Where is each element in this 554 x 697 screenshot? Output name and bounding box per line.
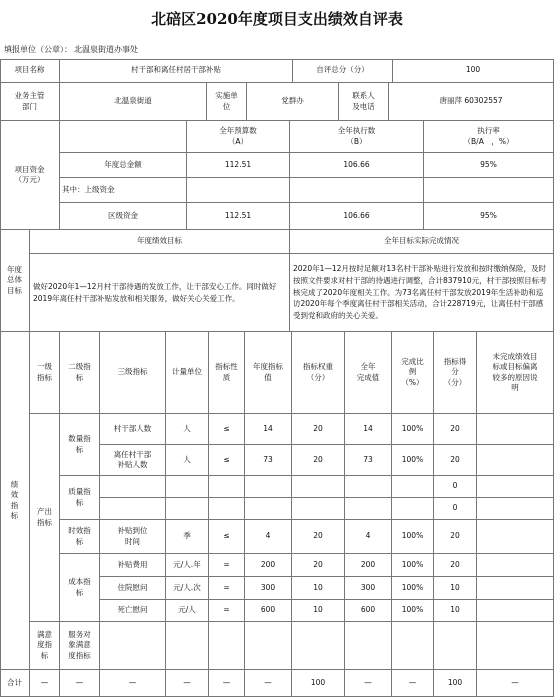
perf-cell-ratio	[392, 476, 434, 498]
perf-header: 全年 完成值	[345, 332, 392, 414]
level2-satisfaction: 服务对 象满意 度指标	[60, 622, 100, 670]
perf-cell-unit: 人	[166, 414, 209, 445]
perf-cell-score: 10	[434, 577, 477, 600]
perf-cell-ratio: 100%	[392, 520, 434, 554]
perf-cell-unit: 元/人.年	[166, 554, 209, 577]
perf-cell-name: 住院慰问	[100, 577, 166, 600]
perf-cell-ratio: 100%	[392, 414, 434, 445]
perf-cell-target: 4	[245, 520, 292, 554]
funds-row-budget	[187, 178, 290, 203]
perf-cell-done	[345, 498, 392, 520]
perf-header: 指标性 质	[209, 332, 245, 414]
perf-cell-target: 600	[245, 600, 292, 622]
funds-col-budget: 全年预算数 （A）	[187, 121, 290, 153]
funds-label: 项目资金 （万元）	[0, 121, 60, 230]
level2-cost: 成本指 标	[60, 554, 100, 622]
funds-col-rate: 执行率 （B/A ，%）	[424, 121, 554, 153]
perf-cell-unit	[166, 498, 209, 520]
perf-cell-done	[345, 476, 392, 498]
perf-header: 指标权重 （分）	[292, 332, 345, 414]
perf-cell-name: 补贴到位 时间	[100, 520, 166, 554]
funds-row-label: 其中：上级资金	[60, 178, 187, 203]
perf-cell-score: 20	[434, 520, 477, 554]
perf-cell-unit: 季	[166, 520, 209, 554]
perf-cell-done: 200	[345, 554, 392, 577]
perf-cell-note	[477, 498, 554, 520]
perf-cell-ratio	[392, 498, 434, 520]
perf-cell-weight: 20	[292, 554, 345, 577]
level2-quantity: 数量指 标	[60, 414, 100, 476]
project-name-label: 项目名称	[0, 59, 60, 83]
perf-cell-note	[477, 414, 554, 445]
funds-row-exec: 106.66	[290, 153, 424, 178]
contact: 唐丽萍 60302557	[389, 83, 554, 121]
perf-cell-target: 300	[245, 577, 292, 600]
perf-header: 计量单位	[166, 332, 209, 414]
perf-cell-weight: 20	[292, 445, 345, 476]
total-score: 100	[434, 670, 477, 697]
perf-cell-ratio: 100%	[392, 600, 434, 622]
perf-header: 年度指标 值	[245, 332, 292, 414]
perf-cell-score: 0	[434, 476, 477, 498]
perf-cell-done: 300	[345, 577, 392, 600]
perf-cell-target: 14	[245, 414, 292, 445]
perf-cell-done: 600	[345, 600, 392, 622]
perf-cell-target	[245, 622, 292, 670]
perf-cell-note	[477, 577, 554, 600]
dept-label: 业务主管 部门	[0, 83, 60, 121]
perf-cell-nature	[209, 622, 245, 670]
total-dash: —	[60, 670, 100, 697]
perf-cell-note	[477, 600, 554, 622]
perf-cell-weight: 20	[292, 414, 345, 445]
perf-cell-nature: =	[209, 600, 245, 622]
perf-cell-note	[477, 520, 554, 554]
funds-row-label: 区级资金	[60, 203, 187, 230]
perf-header: 指标得 分 （分）	[434, 332, 477, 414]
funds-row-rate	[424, 178, 554, 203]
perf-cell-ratio: 100%	[392, 554, 434, 577]
page-title: 北碚区2020年度项目支出绩效自评表	[151, 10, 403, 28]
perf-cell-ratio: 100%	[392, 577, 434, 600]
total-dash: —	[245, 670, 292, 697]
perf-cell-unit: 元/人.次	[166, 577, 209, 600]
level2-quality: 质量指 标	[60, 476, 100, 520]
perf-cell-weight	[292, 498, 345, 520]
total-dash: —	[166, 670, 209, 697]
perf-cell-weight: 10	[292, 600, 345, 622]
perf-cell-score: 0	[434, 498, 477, 520]
funds-row-label: 年度总金额	[60, 153, 187, 178]
perf-cell-note	[477, 476, 554, 498]
perf-header: 二级指 标	[60, 332, 100, 414]
goals-label: 年度 总体 目标	[0, 230, 30, 332]
total-dash: —	[100, 670, 166, 697]
perf-cell-score: 20	[434, 554, 477, 577]
perf-header: 一级 指标	[30, 332, 60, 414]
perf-cell-unit: 元/人	[166, 600, 209, 622]
perf-cell-target: 200	[245, 554, 292, 577]
funds-row-exec	[290, 178, 424, 203]
perf-cell-score	[434, 622, 477, 670]
perf-cell-weight: 10	[292, 577, 345, 600]
goal-text: 做好2020年1—12月村干部待遇的发放工作，让干部安心工作。同时做好2019年离任村干部补贴发放和相关服务，做好关心关爱工作。	[30, 254, 290, 332]
perf-side-label: 绩 效 指 标	[0, 332, 30, 670]
perf-header: 未完成绩效目 标或目标偏离 较多的原因说 明	[477, 332, 554, 414]
perf-cell-weight	[292, 476, 345, 498]
funds-row-budget: 112.51	[187, 203, 290, 230]
funds-row-budget: 112.51	[187, 153, 290, 178]
total-dash: —	[345, 670, 392, 697]
perf-cell-unit	[166, 476, 209, 498]
perf-cell-name	[100, 498, 166, 520]
reporting-unit-label: 填报单位（公章）：	[4, 45, 72, 54]
funds-row-rate: 95%	[424, 203, 554, 230]
perf-cell-nature	[209, 498, 245, 520]
perf-cell-score: 10	[434, 600, 477, 622]
perf-cell-done: 14	[345, 414, 392, 445]
total-label: 合计	[0, 670, 30, 697]
perf-cell-nature: =	[209, 577, 245, 600]
perf-cell-nature: ≤	[209, 445, 245, 476]
perf-cell-note	[477, 622, 554, 670]
perf-cell-score: 20	[434, 445, 477, 476]
actual-header: 全年目标实际完成情况	[290, 230, 554, 254]
perf-cell-note	[477, 554, 554, 577]
perf-cell-target	[245, 498, 292, 520]
reporting-unit-value: 北温泉街道办事处	[74, 45, 138, 54]
total-dash: —	[209, 670, 245, 697]
total-dash: —	[30, 670, 60, 697]
perf-cell-name: 补贴费用	[100, 554, 166, 577]
perf-cell-name: 村干部人数	[100, 414, 166, 445]
perf-cell-name: 离任村干部 补贴人数	[100, 445, 166, 476]
perf-cell-unit: 人	[166, 445, 209, 476]
perf-cell-target	[245, 476, 292, 498]
perf-cell-weight	[292, 622, 345, 670]
perf-cell-done: 73	[345, 445, 392, 476]
contact-label: 联系人 及电话	[339, 83, 389, 121]
funds-col-exec: 全年执行数 （B）	[290, 121, 424, 153]
perf-cell-done	[345, 622, 392, 670]
level2-timeliness: 时效指 标	[60, 520, 100, 554]
project-name: 村干部和离任村居干部补贴	[60, 59, 293, 83]
perf-cell-nature: ≤	[209, 520, 245, 554]
perf-cell-score: 20	[434, 414, 477, 445]
funds-row-exec: 106.66	[290, 203, 424, 230]
perf-cell-name	[100, 622, 166, 670]
level1-satisfaction: 满意 度指 标	[30, 622, 60, 670]
dept: 北温泉街道	[60, 83, 207, 121]
perf-cell-done: 4	[345, 520, 392, 554]
perf-cell-note	[477, 445, 554, 476]
funds-corner	[60, 121, 187, 153]
self-score-label: 自评总分（分）	[293, 59, 393, 83]
perf-header: 三级指标	[100, 332, 166, 414]
total-dash: —	[392, 670, 434, 697]
funds-row-rate: 95%	[424, 153, 554, 178]
perf-cell-weight: 20	[292, 520, 345, 554]
total-dash: —	[477, 670, 554, 697]
perf-cell-name	[100, 476, 166, 498]
perf-cell-nature: ≤	[209, 414, 245, 445]
perf-cell-nature: =	[209, 554, 245, 577]
total-weight: 100	[292, 670, 345, 697]
perf-cell-nature	[209, 476, 245, 498]
actual-text: 2020年1—12月按时足额对13名村干部补贴进行发放和按时缴纳保险，及时按照文件要求对村干部的待遇进行调整，合计837910元，村干部按照目标考核完成了2020年度相关工作。为73名离任村干部发放2019年生活补助和巡访2020年每个季度离任村干部相关活动，合计228719元，让离任村干部感受到党和政府的关心关爱。	[290, 254, 554, 332]
perf-cell-ratio	[392, 622, 434, 670]
goal-header: 年度绩效目标	[30, 230, 290, 254]
perf-cell-name: 死亡慰问	[100, 600, 166, 622]
perf-cell-target: 73	[245, 445, 292, 476]
impl-label: 实施单 位	[207, 83, 247, 121]
self-score: 100	[393, 59, 554, 83]
impl: 党群办	[247, 83, 339, 121]
perf-header: 完成比 例 （%）	[392, 332, 434, 414]
perf-cell-ratio: 100%	[392, 445, 434, 476]
level1-output: 产出 指标	[30, 414, 60, 622]
perf-cell-unit	[166, 622, 209, 670]
